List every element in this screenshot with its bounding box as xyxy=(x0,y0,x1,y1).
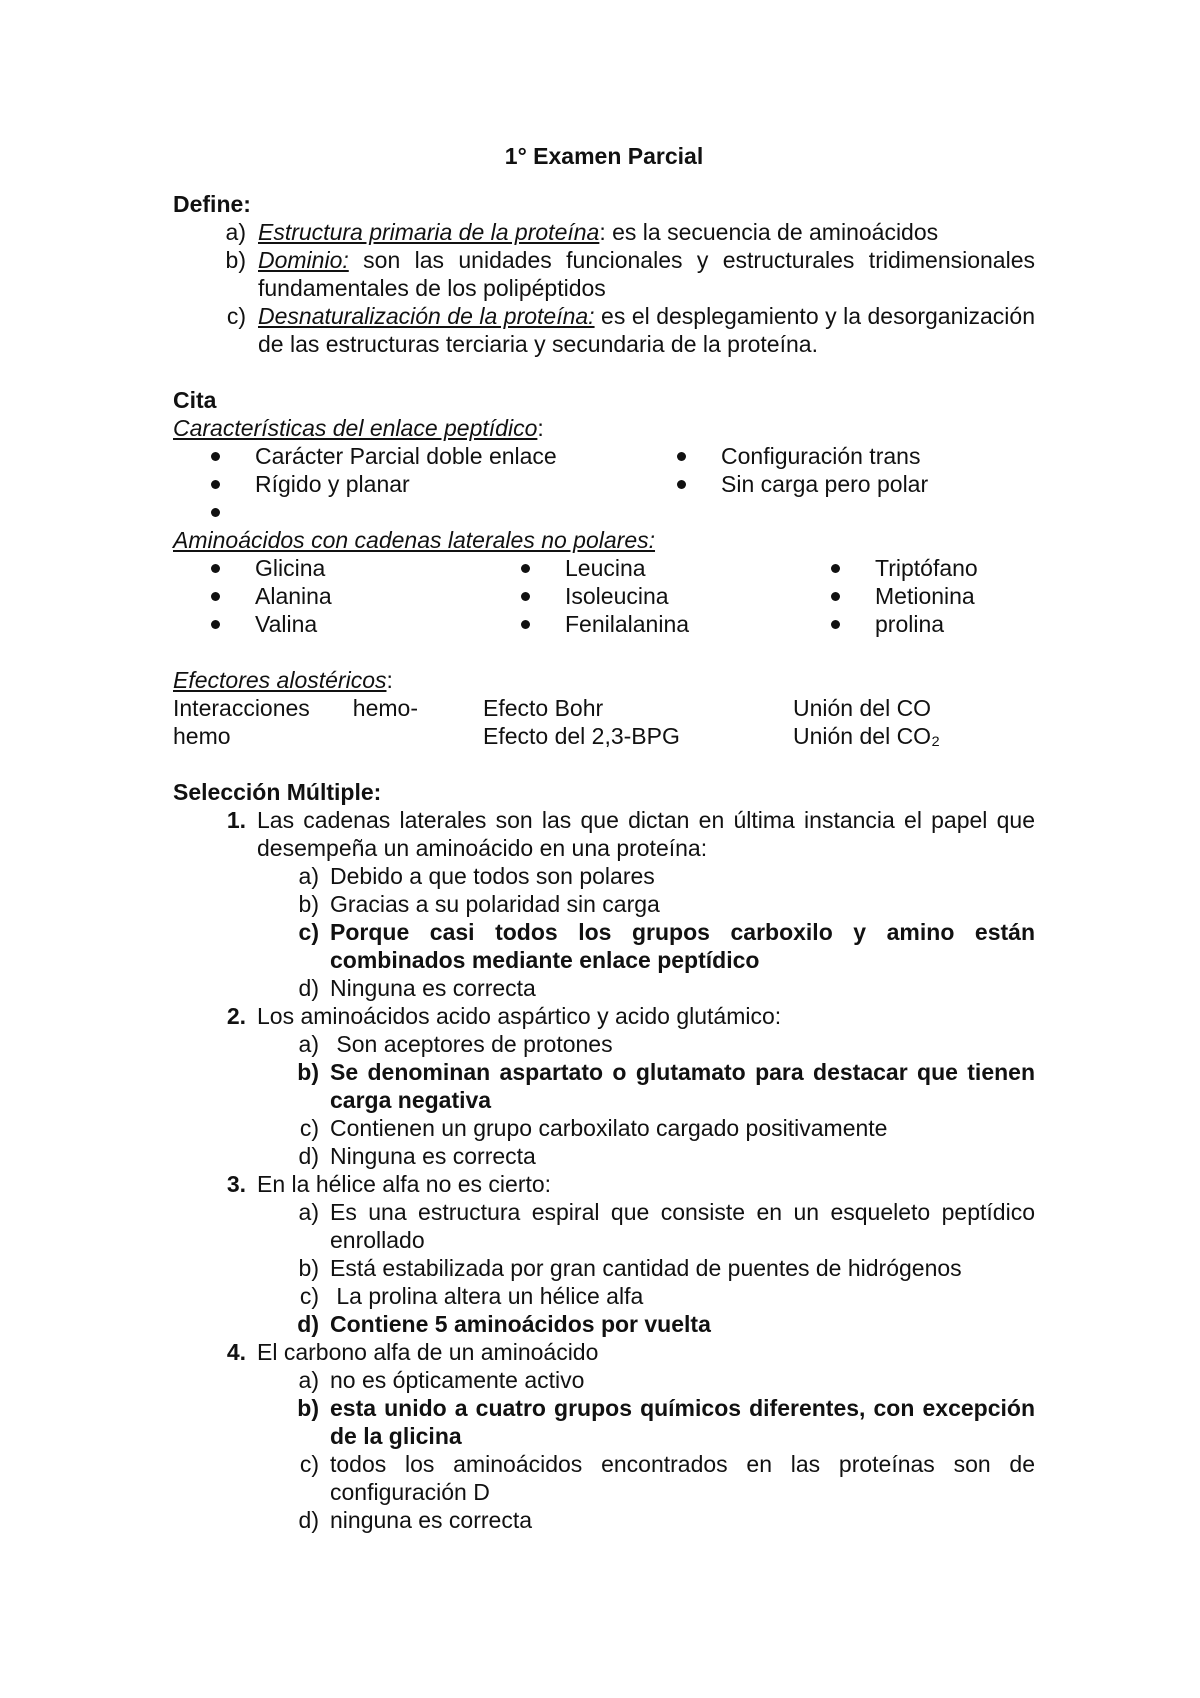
option-text: La prolina altera un hélice alfa xyxy=(330,1283,644,1309)
option-label: b) xyxy=(298,1255,319,1281)
answer-option xyxy=(173,862,1035,890)
effector-item: Unión del CO xyxy=(793,695,932,721)
bullet-icon xyxy=(173,498,245,526)
list-item: Leucina xyxy=(483,554,793,582)
list-item: Alanina xyxy=(173,582,483,610)
answer-option xyxy=(173,1114,1035,1142)
bullet-icon xyxy=(793,554,865,582)
define-item-text: es el desplegamiento y la desorganización de las estructuras terciaria y secundaria de la proteína. xyxy=(258,303,1035,357)
effector-item: Efecto del 2,3-BPG xyxy=(483,723,680,749)
answer-option xyxy=(173,1366,1035,1394)
answer-option xyxy=(173,1142,1035,1170)
bullet-icon xyxy=(483,582,555,610)
exam-page xyxy=(173,130,1042,1534)
aminoacids-subheading: Aminoácidos con cadenas laterales no polares: xyxy=(173,527,656,553)
bullet-icon xyxy=(173,582,245,610)
option-label: d) xyxy=(297,1311,319,1337)
cita-heading: Cita xyxy=(173,387,217,413)
answer-option xyxy=(173,890,1035,918)
question xyxy=(173,806,1035,862)
answer-option xyxy=(173,1310,1035,1338)
option-text: Ninguna es correcta xyxy=(330,1143,536,1169)
question xyxy=(173,1002,1035,1030)
list-item: Rígido y planar xyxy=(173,470,639,498)
answer-option xyxy=(173,1254,1035,1282)
define-item-term: Estructura primaria de la proteína xyxy=(258,219,600,245)
list-item: Configuración trans xyxy=(639,442,1035,470)
list-item xyxy=(173,498,639,526)
option-label: b) xyxy=(297,1059,319,1085)
aminoacids-list xyxy=(173,554,1035,638)
question-number: 3. xyxy=(226,1171,246,1197)
option-text: Está estabilizada por gran cantidad de puentes de hidrógenos xyxy=(330,1255,962,1281)
multiple-choice-heading: Selección Múltiple: xyxy=(173,779,382,805)
effector-item: Unión del CO₂ xyxy=(793,723,940,749)
option-label: a) xyxy=(298,1199,319,1225)
bullet-icon xyxy=(173,610,245,638)
question-text: El carbono alfa de un aminoácido xyxy=(257,1339,599,1365)
option-text: no es ópticamente activo xyxy=(330,1367,585,1393)
bullet-icon xyxy=(173,554,245,582)
option-text: todos los aminoácidos encontrados en las proteínas son de configuración D xyxy=(330,1451,1042,1505)
effectors-table xyxy=(173,694,1035,750)
define-item xyxy=(173,302,1035,358)
bullet-icon xyxy=(793,582,865,610)
question-text: Los aminoácidos acido aspártico y acido glutámico: xyxy=(257,1003,782,1029)
option-text: Contiene 5 aminoácidos por vuelta xyxy=(330,1311,711,1337)
define-item-text: son las unidades funcionales y estructurales tridimensionales fundamentales de los polipéptidos xyxy=(258,247,1035,301)
peptide-subheading: Características del enlace peptídico xyxy=(173,415,538,441)
list-item: Sin carga pero polar xyxy=(639,470,1035,498)
bullet-icon xyxy=(639,470,711,498)
bullet-icon xyxy=(483,610,555,638)
option-label: c) xyxy=(299,1451,319,1477)
list-item: prolina xyxy=(793,610,1035,638)
option-label: a) xyxy=(298,1031,319,1057)
option-text: Debido a que todos son polares xyxy=(330,863,655,889)
define-heading: Define: xyxy=(173,191,251,217)
define-item xyxy=(173,246,1035,302)
define-item-label: b) xyxy=(225,247,246,273)
question-text: En la hélice alfa no es cierto: xyxy=(257,1171,552,1197)
option-text: Ninguna es correcta xyxy=(330,975,536,1001)
option-label: b) xyxy=(298,891,319,917)
peptide-list xyxy=(173,442,1035,526)
option-text: Son aceptores de protones xyxy=(330,1031,613,1057)
effectors-subheading: Efectores alostéricos xyxy=(173,667,387,693)
effector-item: Efecto Bohr xyxy=(483,695,604,721)
answer-option xyxy=(173,1506,1035,1534)
define-item-term: Desnaturalización de la proteína: xyxy=(258,303,595,329)
question-number: 1. xyxy=(226,807,246,833)
peptide-colon: : xyxy=(537,415,544,441)
bullet-icon xyxy=(483,554,555,582)
question-number: 2. xyxy=(226,1003,246,1029)
option-text: Porque casi todos los grupos carboxilo y amino están combinados mediante enlace peptídico xyxy=(330,919,1042,973)
option-text: esta unido a cuatro grupos químicos diferentes, con excepción de la glicina xyxy=(330,1395,1042,1449)
answer-option xyxy=(173,918,1042,974)
answer-option xyxy=(173,1282,1035,1310)
question xyxy=(173,1338,1035,1366)
option-label: a) xyxy=(298,863,319,889)
question-number: 4. xyxy=(226,1339,246,1365)
option-text: Gracias a su polaridad sin carga xyxy=(330,891,660,917)
answer-option xyxy=(173,1450,1042,1506)
exam-title: 1° Examen Parcial xyxy=(504,143,704,169)
option-label: c) xyxy=(298,919,319,945)
define-item xyxy=(173,218,1035,246)
answer-option xyxy=(173,1030,1035,1058)
option-label: d) xyxy=(298,975,319,1001)
bullet-icon xyxy=(639,442,711,470)
list-item: Valina xyxy=(173,610,483,638)
list-item: Carácter Parcial doble enlace xyxy=(173,442,639,470)
list-item: Glicina xyxy=(173,554,483,582)
effectors-colon: : xyxy=(386,667,393,693)
option-label: d) xyxy=(298,1143,319,1169)
effector-item: Interacciones hemo-hemo xyxy=(173,695,418,749)
answer-option xyxy=(173,1394,1042,1450)
option-text: ninguna es correcta xyxy=(330,1507,533,1533)
option-text: Contienen un grupo carboxilato cargado positivamente xyxy=(330,1115,888,1141)
option-label: d) xyxy=(298,1507,319,1533)
define-item-term: Dominio: xyxy=(258,247,349,273)
option-text: Es una estructura espiral que consiste en un esqueleto peptídico enrollado xyxy=(330,1199,1042,1253)
bullet-icon xyxy=(793,610,865,638)
bullet-icon xyxy=(173,442,245,470)
option-text: Se denominan aspartato o glutamato para destacar que tienen carga negativa xyxy=(330,1059,1042,1113)
define-item-label: c) xyxy=(226,303,246,329)
list-item: Triptófano xyxy=(793,554,1035,582)
define-item-label: a) xyxy=(225,219,246,245)
questions-list xyxy=(173,806,1042,1534)
question xyxy=(173,1170,1035,1198)
list-item: Isoleucina xyxy=(483,582,793,610)
answer-option xyxy=(173,974,1035,1002)
define-item-text: : es la secuencia de aminoácidos xyxy=(599,219,939,245)
question-text: Las cadenas laterales son las que dictan en última instancia el papel que desempeña un aminoácido en una proteína: xyxy=(257,807,1035,861)
option-label: c) xyxy=(299,1283,319,1309)
answer-option xyxy=(173,1058,1042,1114)
bullet-icon xyxy=(173,470,245,498)
option-label: a) xyxy=(298,1367,319,1393)
list-item: Fenilalanina xyxy=(483,610,793,638)
answer-option xyxy=(173,1198,1042,1254)
option-label: b) xyxy=(297,1395,319,1421)
option-label: c) xyxy=(299,1115,319,1141)
list-item: Metionina xyxy=(793,582,1035,610)
